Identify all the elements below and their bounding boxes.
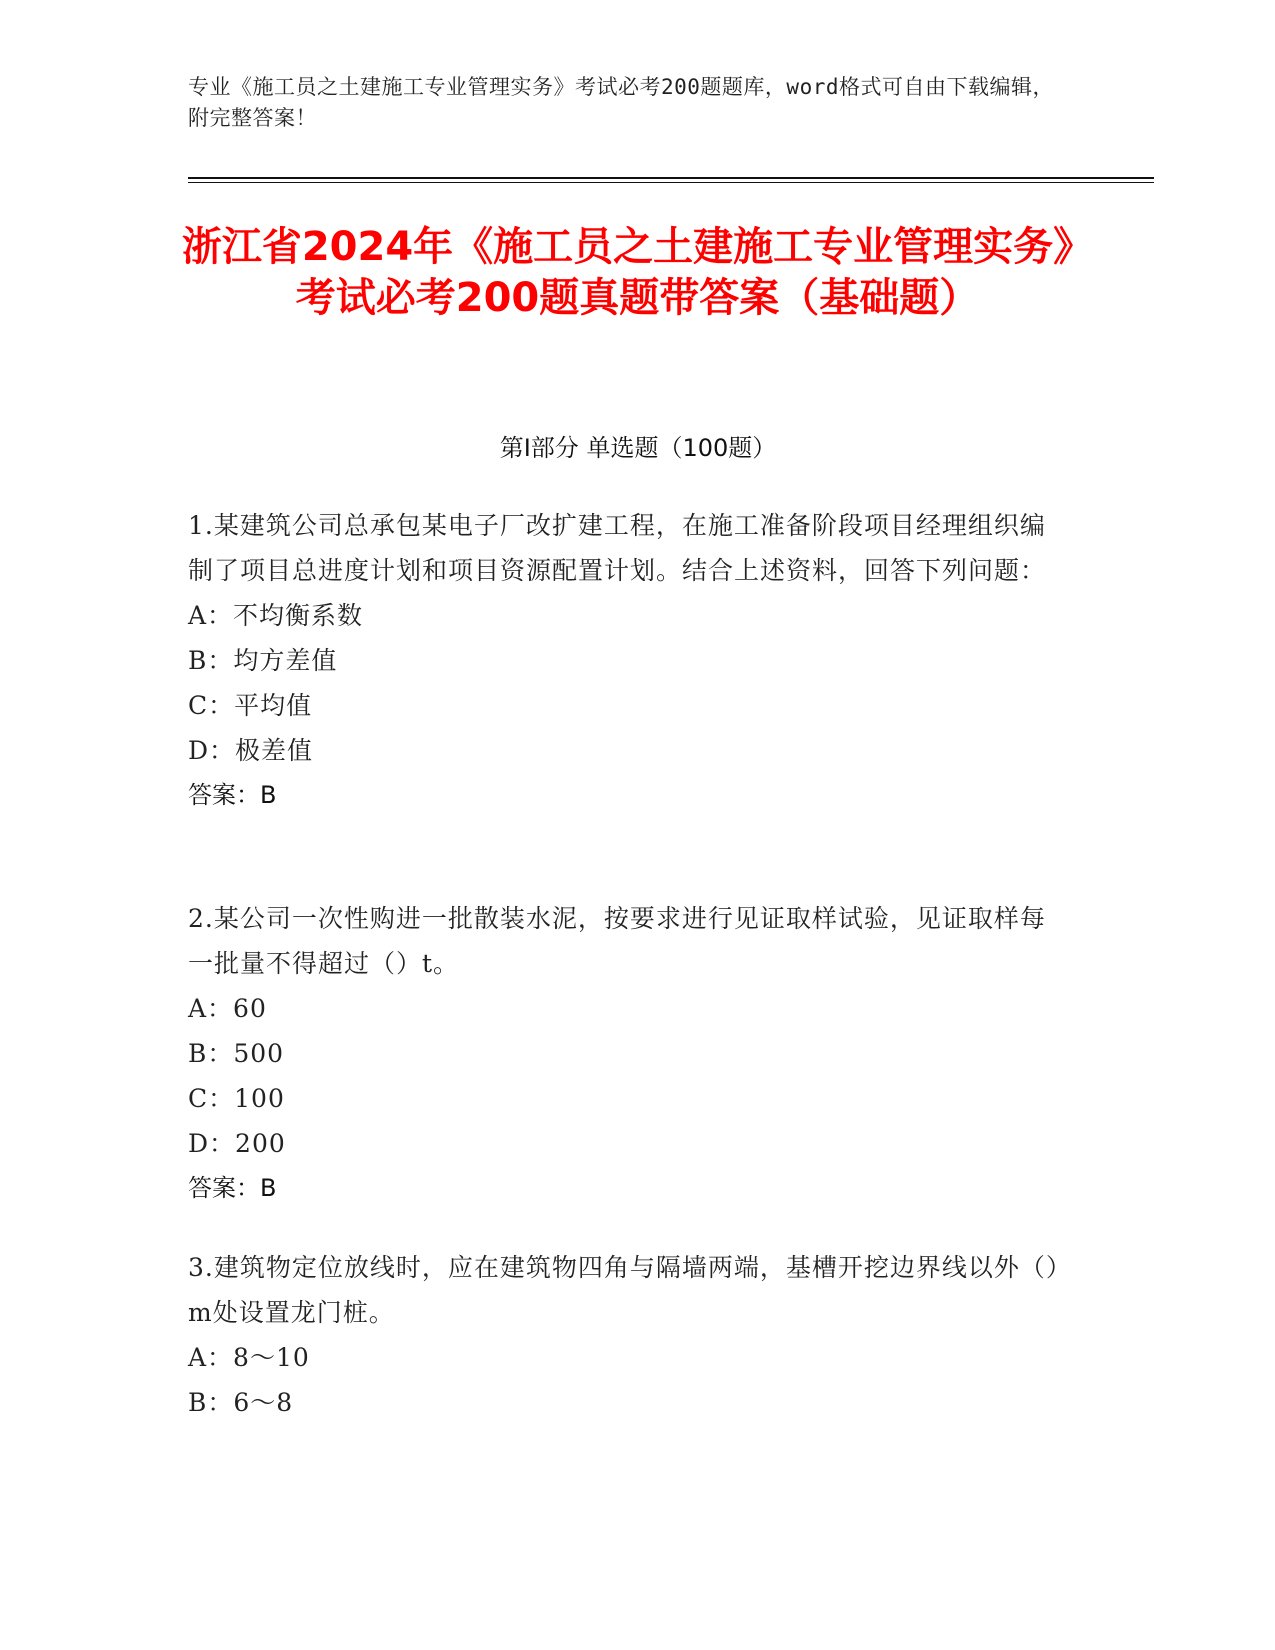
option-a: A：8～10 xyxy=(188,1343,310,1372)
answer: 答案：B xyxy=(188,1174,277,1202)
option-d: D：200 xyxy=(188,1129,286,1158)
question-3 xyxy=(188,1245,1068,1425)
option-c: C：100 xyxy=(188,1084,285,1113)
section-title: 第Ⅰ部分 单选题（100题） xyxy=(499,434,777,462)
header-divider-thin xyxy=(188,182,1154,183)
question-stem: 1.某建筑公司总承包某电子厂改扩建工程，在施工准备阶段项目经理组织编制了项目总进度计划和项目资源配置计划。结合上述资料，回答下列问题： xyxy=(188,511,1047,585)
document-title: 浙江省2024年《施工员之土建施工专业管理实务》考试必考200题真题带答案（基础题） xyxy=(181,224,1094,321)
option-a: A：60 xyxy=(188,994,267,1023)
question-stem: 3.建筑物定位放线时，应在建筑物四角与隔墙两端，基槽开挖边界线以外（）m处设置龙门桩。 xyxy=(188,1253,1060,1327)
question-stem: 2.某公司一次性购进一批散装水泥，按要求进行见证取样试验，见证取样每一批量不得超过（）t。 xyxy=(188,904,1046,978)
answer: 答案：B xyxy=(188,781,277,809)
option-c: C：平均值 xyxy=(188,691,313,720)
option-b: B：500 xyxy=(188,1039,285,1068)
question-2 xyxy=(188,896,1068,1211)
question-1 xyxy=(188,503,1068,818)
option-a: A：不均衡系数 xyxy=(188,601,364,630)
option-b: B：6～8 xyxy=(188,1388,294,1417)
header-divider-thick xyxy=(188,177,1154,179)
header-note: 专业《施工员之土建施工专业管理实务》考试必考200题题库，word格式可自由下载编辑，附完整答案！ xyxy=(188,75,1054,130)
option-b: B：均方差值 xyxy=(188,646,338,675)
option-d: D：极差值 xyxy=(188,736,314,765)
